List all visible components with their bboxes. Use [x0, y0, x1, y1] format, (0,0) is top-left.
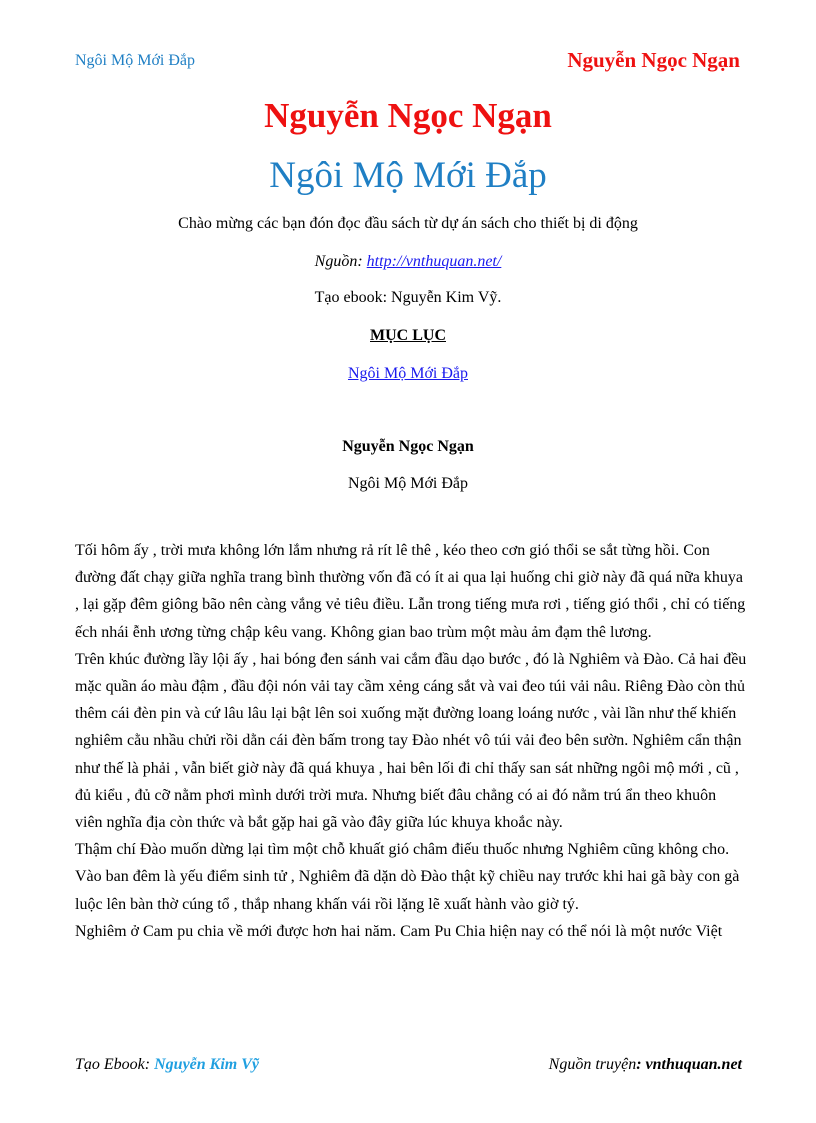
toc-list — [0, 365, 816, 383]
title-author: Nguyễn Ngọc Ngạn — [264, 96, 552, 135]
footer-source-label: Nguồn truyện — [548, 1056, 637, 1073]
source-line — [0, 253, 816, 271]
toc-heading: MỤC LỤC — [370, 327, 446, 344]
title-book: Ngôi Mộ Mới Đắp — [269, 155, 547, 196]
footer-source-sep: : — [636, 1056, 646, 1073]
footer-creator-label: Tạo Ebook — [75, 1056, 145, 1073]
source-label: Nguồn: — [314, 253, 367, 270]
paragraph: Trên khúc đường lầy lội ấy , hai bóng đen sánh vai cắm đầu dạo bước , đó là Nghiêm và Đào. Cả hai đều mặc quần áo màu đậm , đầu đội nón vải tay cầm xẻng cáng sắt và vai đeo túi vải nâu. Riêng Đào còn thủ thêm cái đèn pin và cứ lâu lâu lại bật lên soi xuống mặt đường loang loáng nước , vài lần như thế khiến nghiêm cằu nhầu chửi rồi dằn cái đèn bấm trong tay Đào nhét vô túi vải đeo bên sườn. Nghiêm cẩn thận như thế là phải , vẫn biết giờ này đã quá khuya , hai bên lối đi chỉ thấy san sát những ngôi mộ mới , cũ , đủ kiểu , đủ cỡ nằm phơi mình dưới trời mưa. Nhưng biết đâu chẳng có ai đó nằm trú ẩn theo khuôn viên nghĩa địa còn thức và bắt gặp hai gã vào đây giữa lúc khuya khoắc này. — [75, 650, 747, 832]
footer-source — [549, 1056, 742, 1074]
toc-item-link[interactable]: Ngôi Mộ Mới Đắp — [347, 365, 468, 382]
header-author: Nguyễn Ngọc Ngạn — [567, 48, 740, 72]
chapter-title: Ngôi Mộ Mới Đắp — [347, 475, 468, 492]
chapter-body — [75, 537, 747, 945]
footer-creator — [75, 1056, 259, 1074]
paragraph: Tối hôm ấy , trời mưa không lớn lắm nhưng rả rít lê thê , kéo theo cơn gió thổi se sắt từng hồi. Con đường đất chạy giữa nghĩa trang bình thường vốn đã có ít ai qua lại huống chi giờ này đã quá nữa khuya , lại gặp đêm giông bão nên càng vắng vẻ tiêu điều. Lẫn trong tiếng mưa rơi , tiếng gió thổi , chỉ có tiếng ếch nhái ễnh ương từng chập kêu vang. Không gian bao trùm một màu ảm đạm thê lương. — [75, 542, 746, 641]
paragraph: Nghiêm ở Cam pu chia về mới được hơn hai năm. Cam Pu Chia hiện nay có thể nói là một nước Việt — [75, 922, 723, 940]
source-link[interactable]: http://vnthuquan.net/ — [366, 253, 502, 270]
ebook-creator: Tạo ebook: Nguyễn Kim Vỹ. — [314, 289, 502, 306]
footer-creator-sep: : — [144, 1056, 155, 1073]
footer-creator-name: Nguyễn Kim Vỹ — [154, 1056, 259, 1073]
chapter-author: Nguyễn Ngọc Ngạn — [342, 438, 474, 455]
header-book-title: Ngôi Mộ Mới Đắp — [75, 52, 196, 69]
welcome-text: Chào mừng các bạn đón đọc đầu sách từ dự án sách cho thiết bị di động — [178, 215, 638, 232]
footer-source-site: vnthuquan.net — [645, 1056, 742, 1073]
paragraph: Thậm chí Đào muốn dừng lại tìm một chỗ khuất gió châm điếu thuốc nhưng Nghiêm cũng không cho. Vào ban đêm là yếu điểm sinh tử , Nghiêm đã dặn dò Đào thật kỹ chiều nay trước khi hai gã bày con gà luộc lên bàn thờ cúng tổ , thắp nhang khấn vái rồi lặng lẽ xuất hành vào giờ tý. — [75, 841, 740, 913]
